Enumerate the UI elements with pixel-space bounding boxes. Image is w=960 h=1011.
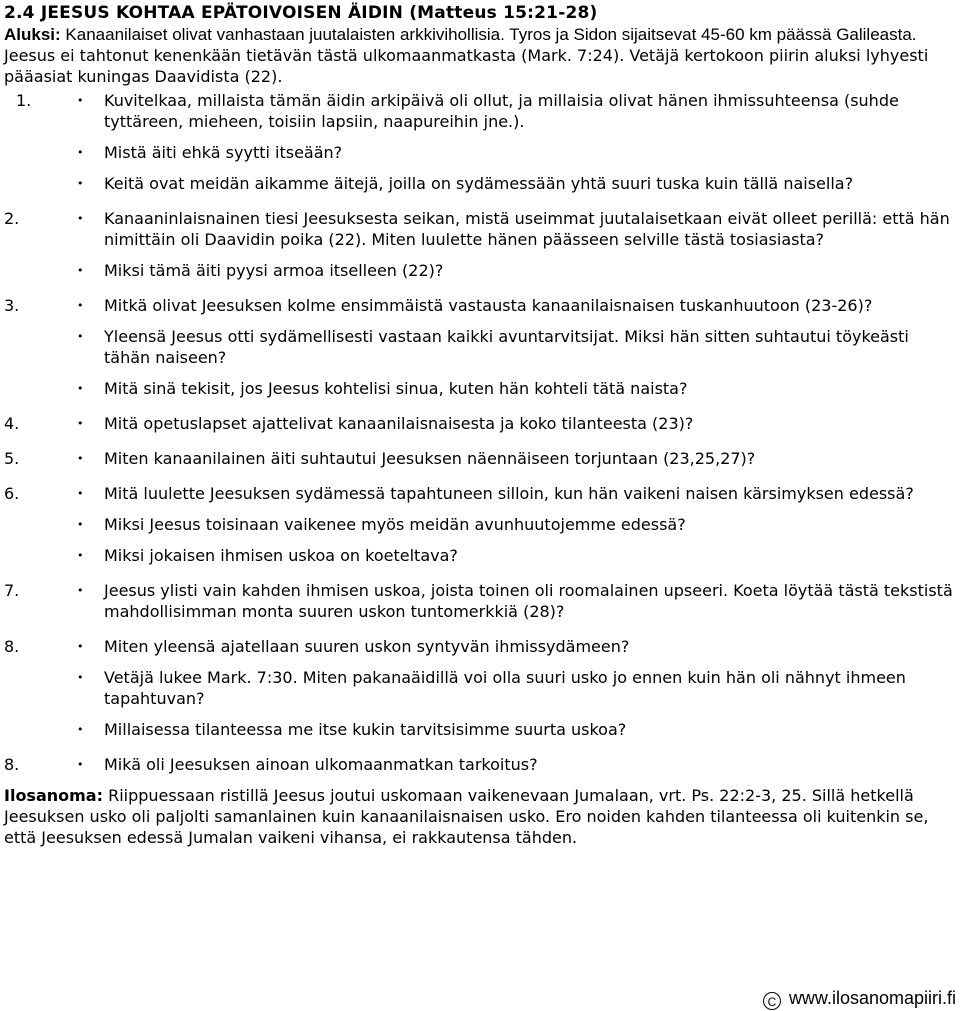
question-bullet <box>77 378 958 399</box>
bullet-text: Jeesus ylisti vain kahden ihmisen uskoa, joista toinen oli roomalainen upseeri. Koeta löytää tästä tekstistä mahdollisimman monta suuren uskon tuntomerkkiä (28)? <box>104 581 953 621</box>
bullet-dot-icon: • <box>77 487 84 500</box>
bullet-dot-icon: • <box>77 723 84 736</box>
ilosanoma-text: Riippuessaan ristillä Jeesus joutui uskomaan vaikenevaan Jumalaan, vrt. Ps. 22:2-3, 25. Sillä hetkellä Jeesuksen usko oli paljolti samanlainen kuin kanaanilaisnaisen usko. Ero noiden kahden tilanteessa oli kuitenkin se, että Jeesuksen edessä Jumalan vaikeni vihansa, ei rakkautensa tähden. <box>4 786 929 847</box>
page-title: 2.4 JEESUS KOHTAA EPÄTOIVOISEN ÄIDIN (Matteus 15:21-28) <box>4 3 598 23</box>
bullet-dot-icon: • <box>77 330 84 343</box>
question-bullet <box>77 295 958 316</box>
bullet-dot-icon: • <box>77 382 84 395</box>
question-number: 5. <box>4 449 20 468</box>
question-item <box>4 295 958 399</box>
bullet-text: Miksi jokaisen ihmisen uskoa on koeteltava? <box>104 546 458 565</box>
footer-url[interactable]: www.ilosanomapiiri.fi <box>788 988 956 1008</box>
bullet-dot-icon: • <box>77 212 84 225</box>
bullet-text: Mikä oli Jeesuksen ainoan ulkomaanmatkan tarkoitus? <box>104 755 538 774</box>
question-item <box>4 580 958 622</box>
bullet-text: Miksi tämä äiti pyysi armoa itselleen (22)? <box>104 261 444 280</box>
bullet-dot-icon: • <box>77 640 84 653</box>
bullet-text: Keitä ovat meidän aikamme äitejä, joilla on sydämessään yhtä suuri tuska kuin tällä naisella? <box>104 174 854 193</box>
bullet-dot-icon: • <box>77 518 84 531</box>
intro-label: Aluksi: <box>4 25 61 44</box>
question-item <box>4 483 958 566</box>
bullet-text: Millaisessa tilanteessa me itse kukin tarvitsisimme suurta uskoa? <box>104 720 627 739</box>
bullet-dot-icon: • <box>77 264 84 277</box>
bullet-text: Vetäjä lukee Mark. 7:30. Miten pakanaäidillä voi olla suuri usko jo ennen kuin hän oli nähnyt ihmeen tapahtuvan? <box>104 668 906 708</box>
copyright-icon: C <box>763 992 781 1010</box>
bullet-text: Kuvitelkaa, millaista tämän äidin arkipäivä oli ollut, ja millaisia olivat hänen ihmissuhteensa (suhde tyttäreen, mieheen, toisiin lapsiin, naapureihin jne.). <box>104 91 899 131</box>
bullet-dot-icon: • <box>77 417 84 430</box>
question-bullet <box>77 413 958 434</box>
question-bullet <box>77 719 958 740</box>
bullet-dot-icon: • <box>77 758 84 771</box>
question-list <box>4 90 958 775</box>
question-bullet <box>77 448 958 469</box>
question-number: 4. <box>4 414 20 433</box>
intro-paragraph <box>4 24 958 87</box>
question-item <box>4 90 958 194</box>
bullet-text: Kanaaninlaisnainen tiesi Jeesuksesta seikan, mistä useimmat juutalaisetkaan eivät olleet perillä: että hän nimittäin oli Daavidin poika (22). Miten luulette hänen päässeen selville tästä tosiasiasta? <box>104 209 950 249</box>
question-bullet <box>77 326 958 368</box>
question-item <box>4 448 958 469</box>
footer <box>763 987 956 1010</box>
document-page <box>4 2 958 864</box>
intro-text-1: Kanaanilaiset olivat vanhastaan juutalaisten arkkivihollisia. Tyros ja Sidon sijaitsevat 45-60 km päässä Galileasta. <box>60 25 917 44</box>
question-bullet <box>77 514 958 535</box>
ilosanoma-label: Ilosanoma: <box>4 786 103 805</box>
bullet-text: Mistä äiti ehkä syytti itseään? <box>104 143 343 162</box>
bullet-text: Miten kanaanilainen äiti suhtautui Jeesuksen näennäiseen torjuntaan (23,25,27)? <box>104 449 756 468</box>
bullet-text: Mitä luulette Jeesuksen sydämessä tapahtuneen silloin, kun hän vaikeni naisen kärsimyksen edessä? <box>104 484 914 503</box>
bullet-dot-icon: • <box>77 452 84 465</box>
bullet-text: Mitä opetuslapset ajattelivat kanaanilaisnaisesta ja koko tilanteesta (23)? <box>104 414 694 433</box>
question-item <box>4 413 958 434</box>
bullet-text: Yleensä Jeesus otti sydämellisesti vastaan kaikki avuntarvitsijat. Miksi hän sitten suhtautui töykeästi tähän naiseen? <box>104 327 909 367</box>
bullet-dot-icon: • <box>77 299 84 312</box>
question-bullet <box>77 208 958 250</box>
question-item <box>4 636 958 740</box>
bullet-dot-icon: • <box>77 549 84 562</box>
bullet-dot-icon: • <box>77 177 84 190</box>
bullet-dot-icon: • <box>77 671 84 684</box>
bullet-dot-icon: • <box>77 146 84 159</box>
question-number: 2. <box>4 209 20 228</box>
question-bullet <box>77 754 958 775</box>
question-bullet <box>77 142 958 163</box>
question-bullet <box>77 636 958 657</box>
question-number: 8. <box>4 637 20 656</box>
question-bullet <box>77 173 958 194</box>
bullet-text: Miten yleensä ajatellaan suuren uskon syntyvän ihmissydämeen? <box>104 637 630 656</box>
question-bullet <box>77 580 958 622</box>
question-number: 7. <box>4 581 20 600</box>
ilosanoma-paragraph <box>4 785 958 848</box>
question-number: 6. <box>4 484 20 503</box>
question-item <box>4 754 958 775</box>
question-bullet <box>77 545 958 566</box>
bullet-dot-icon: • <box>77 94 84 107</box>
intro-text-2: Jeesus ei tahtonut kenenkään tietävän tästä ulkomaanmatkasta (Mark. 7:24). Vetäjä kertokoon piirin aluksi lyhyesti pääasiat kuningas Daavidista (22). <box>4 46 929 86</box>
bullet-dot-icon: • <box>77 584 84 597</box>
question-number: 1. <box>16 91 32 110</box>
question-number: 3. <box>4 296 20 315</box>
question-bullet <box>77 90 958 132</box>
bullet-text: Mitä sinä tekisit, jos Jeesus kohtelisi sinua, kuten hän kohteli tätä naista? <box>104 379 688 398</box>
bullet-text: Miksi Jeesus toisinaan vaikenee myös meidän avunhuutojemme edessä? <box>104 515 686 534</box>
bullet-text: Mitkä olivat Jeesuksen kolme ensimmäistä vastausta kanaanilaisnaisen tuskanhuutoon (23-26)? <box>104 296 873 315</box>
question-item <box>4 208 958 281</box>
question-bullet <box>77 667 958 709</box>
question-bullet <box>77 260 958 281</box>
question-bullet <box>77 483 958 504</box>
question-number: 8. <box>4 755 20 774</box>
